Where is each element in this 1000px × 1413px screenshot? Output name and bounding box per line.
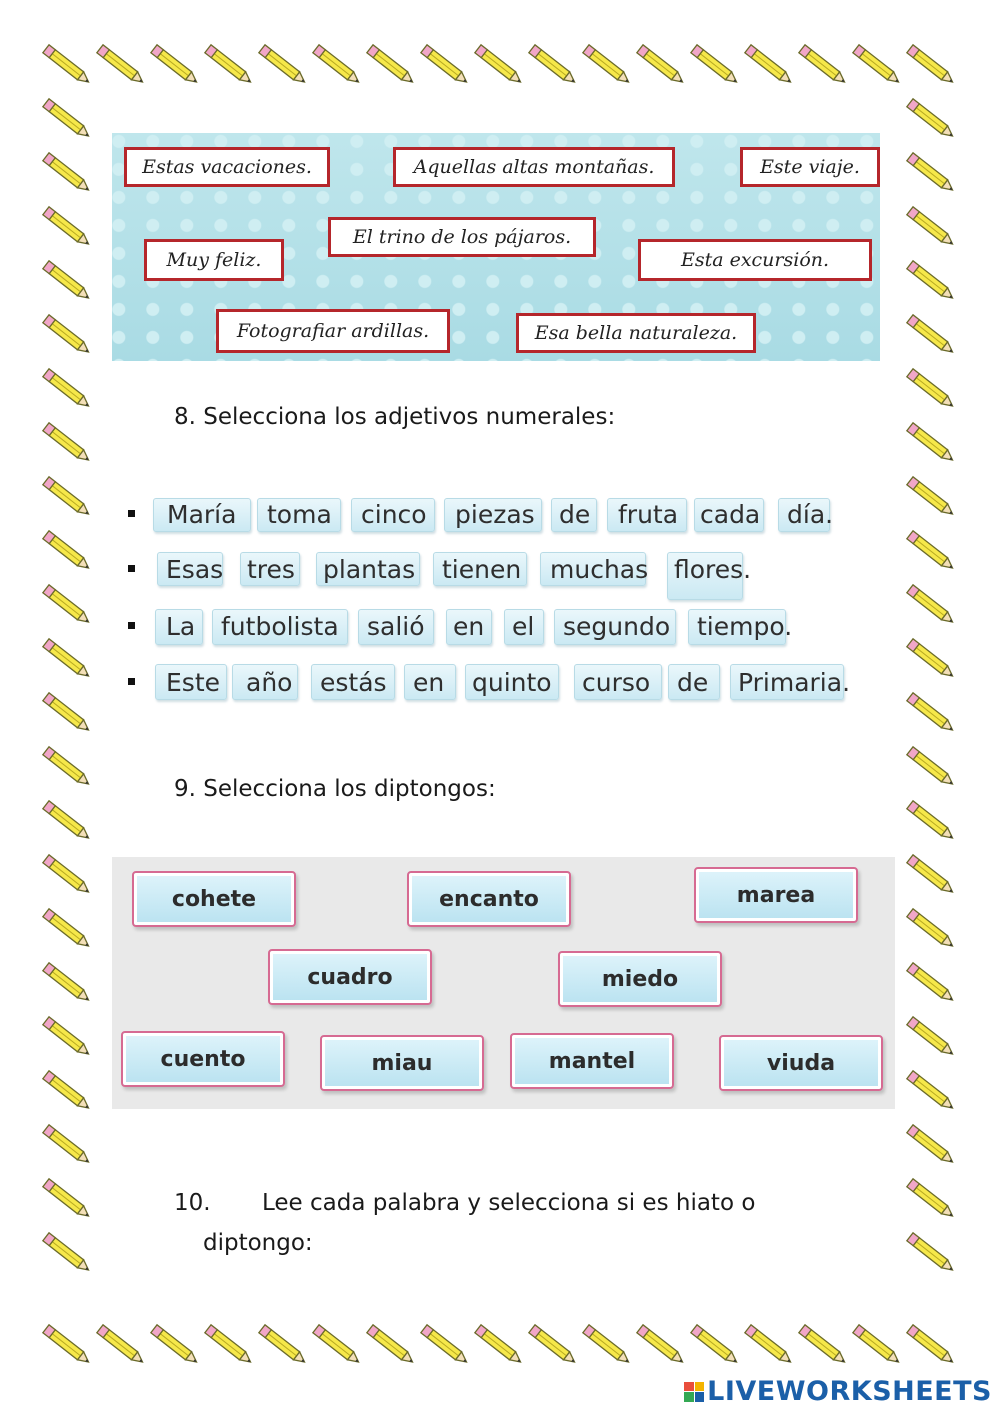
word-button[interactable]: cuento: [121, 1031, 285, 1087]
word: muchas: [550, 555, 649, 584]
pencil-icon: [43, 1233, 92, 1274]
pencil-icon: [907, 693, 956, 734]
word: La: [166, 612, 196, 641]
pencil-icon: [907, 747, 956, 788]
question-9-heading: 9. Selecciona los diptongos:: [174, 776, 496, 802]
pencil-icon: [583, 1325, 632, 1366]
word: tres: [247, 555, 295, 584]
pencil-icon: [745, 1325, 794, 1366]
pencil-icon: [637, 45, 686, 86]
pencil-icon: [907, 45, 956, 86]
pencil-icon: [529, 1325, 578, 1366]
pencil-icon: [43, 153, 92, 194]
pencil-icon: [313, 45, 362, 86]
pencil-icon: [97, 1325, 146, 1366]
phrase-box[interactable]: Estas vacaciones.: [124, 147, 330, 187]
word: toma: [267, 500, 332, 529]
pencil-icon: [43, 585, 92, 626]
question-8-heading: 8. Selecciona los adjetivos numerales:: [174, 404, 616, 430]
pencil-icon: [907, 531, 956, 572]
word-button[interactable]: mantel: [510, 1033, 674, 1089]
bullet: [128, 510, 135, 517]
liveworksheets-logo-icon: [684, 1382, 704, 1402]
diphthong-panel: [112, 857, 895, 1109]
word: quinto: [472, 668, 552, 697]
pencil-icon: [43, 369, 92, 410]
pencil-icon: [43, 477, 92, 518]
pencil-icon: [907, 477, 956, 518]
pencil-icon: [43, 531, 92, 572]
pencil-icon: [43, 1017, 92, 1058]
pencil-icon: [367, 1325, 416, 1366]
pencil-icon: [421, 45, 470, 86]
pencil-icon: [43, 45, 92, 86]
pencil-icon: [907, 261, 956, 302]
pencil-icon: [43, 1071, 92, 1112]
pencil-icon: [907, 207, 956, 248]
word: de: [559, 500, 591, 529]
pencil-icon: [43, 693, 92, 734]
pencil-icon: [691, 1325, 740, 1366]
pencil-icon: [205, 1325, 254, 1366]
word: en: [453, 612, 485, 641]
word-button[interactable]: miedo: [558, 951, 722, 1007]
word: en: [413, 668, 445, 697]
phrase-box[interactable]: Esta excursión.: [638, 239, 872, 281]
word-button[interactable]: cohete: [132, 871, 296, 927]
pencil-icon: [907, 369, 956, 410]
pencil-icon: [43, 909, 92, 950]
pencil-icon: [151, 45, 200, 86]
word-button[interactable]: cuadro: [268, 949, 432, 1005]
word: Primaria.: [738, 668, 851, 697]
word-button[interactable]: viuda: [719, 1035, 883, 1091]
word: estás: [320, 668, 387, 697]
question-10-line1: Lee cada palabra y selecciona si es hiato o: [262, 1190, 756, 1216]
pencil-icon: [745, 45, 794, 86]
brand-name: LIVEWORKSHEETS: [707, 1376, 992, 1407]
pencil-icon: [529, 45, 578, 86]
word: curso: [582, 668, 651, 697]
pencil-icon: [907, 1071, 956, 1112]
pencil-icon: [907, 153, 956, 194]
word: plantas: [323, 555, 416, 584]
pencil-icon: [43, 963, 92, 1004]
pencil-icon: [367, 45, 416, 86]
pencil-icon: [907, 315, 956, 356]
pencil-icon: [43, 207, 92, 248]
pencil-icon: [43, 639, 92, 680]
pencil-icon: [637, 1325, 686, 1366]
phrases-panel: [112, 133, 880, 361]
pencil-icon: [43, 801, 92, 842]
bullet: [128, 622, 135, 629]
pencil-icon: [43, 1179, 92, 1220]
pencil-icon: [799, 45, 848, 86]
word: tiempo.: [697, 612, 793, 641]
pencil-icon: [259, 45, 308, 86]
liveworksheets-logo: [684, 1376, 992, 1407]
pencil-icon: [907, 855, 956, 896]
word: María: [167, 500, 237, 529]
word-button[interactable]: marea: [694, 867, 858, 923]
pencil-icon: [43, 855, 92, 896]
pencil-icon: [475, 45, 524, 86]
word-button[interactable]: encanto: [407, 871, 571, 927]
pencil-icon: [583, 45, 632, 86]
question-10-line2: diptongo:: [203, 1230, 313, 1256]
word: tienen: [442, 555, 522, 584]
pencil-icon: [313, 1325, 362, 1366]
word: segundo: [563, 612, 671, 641]
word: cinco: [361, 500, 427, 529]
pencil-icon: [97, 45, 146, 86]
pencil-icon: [205, 45, 254, 86]
word: día.: [787, 500, 834, 529]
pencil-icon: [907, 801, 956, 842]
pencil-icon: [907, 639, 956, 680]
pencil-icon: [475, 1325, 524, 1366]
pencil-icon: [907, 1325, 956, 1366]
pencil-icon: [43, 261, 92, 302]
pencil-icon: [43, 423, 92, 464]
word: Esas: [166, 555, 224, 584]
word: Este: [166, 668, 221, 697]
pencil-icon: [907, 909, 956, 950]
pencil-icon: [691, 45, 740, 86]
phrase-box[interactable]: Fotografiar ardillas.: [216, 309, 450, 353]
word: de: [677, 668, 709, 697]
pencil-icon: [907, 99, 956, 140]
phrase-box[interactable]: Este viaje.: [740, 147, 880, 187]
pencil-icon: [853, 45, 902, 86]
question-10-number: 10.: [174, 1190, 211, 1216]
word: el: [512, 612, 535, 641]
pencil-icon: [853, 1325, 902, 1366]
bullet: [128, 565, 135, 572]
pencil-icon: [907, 1125, 956, 1166]
pencil-icon: [43, 1325, 92, 1366]
word: cada: [700, 500, 761, 529]
word: año: [246, 668, 293, 697]
pencil-icon: [43, 1125, 92, 1166]
pencil-icon: [43, 99, 92, 140]
word-button[interactable]: miau: [320, 1035, 484, 1091]
word: piezas: [455, 500, 535, 529]
pencil-icon: [907, 963, 956, 1004]
bullet: [128, 678, 135, 685]
word: flores.: [674, 555, 752, 584]
pencil-icon: [907, 1179, 956, 1220]
word: fruta: [618, 500, 679, 529]
phrase-box[interactable]: El trino de los pájaros.: [328, 217, 596, 257]
pencil-icon: [421, 1325, 470, 1366]
pencil-icon: [907, 1017, 956, 1058]
pencil-icon: [907, 423, 956, 464]
word: salió: [367, 612, 425, 641]
pencil-icon: [43, 747, 92, 788]
pencil-icon: [151, 1325, 200, 1366]
word: futbolista: [221, 612, 339, 641]
phrase-box[interactable]: Esa bella naturaleza.: [516, 313, 756, 353]
pencil-icon: [259, 1325, 308, 1366]
pencil-icon: [907, 1233, 956, 1274]
phrase-box[interactable]: Muy feliz.: [144, 239, 284, 281]
pencil-icon: [907, 585, 956, 626]
pencil-icon: [799, 1325, 848, 1366]
pencil-icon: [43, 315, 92, 356]
phrase-box[interactable]: Aquellas altas montañas.: [393, 147, 675, 187]
